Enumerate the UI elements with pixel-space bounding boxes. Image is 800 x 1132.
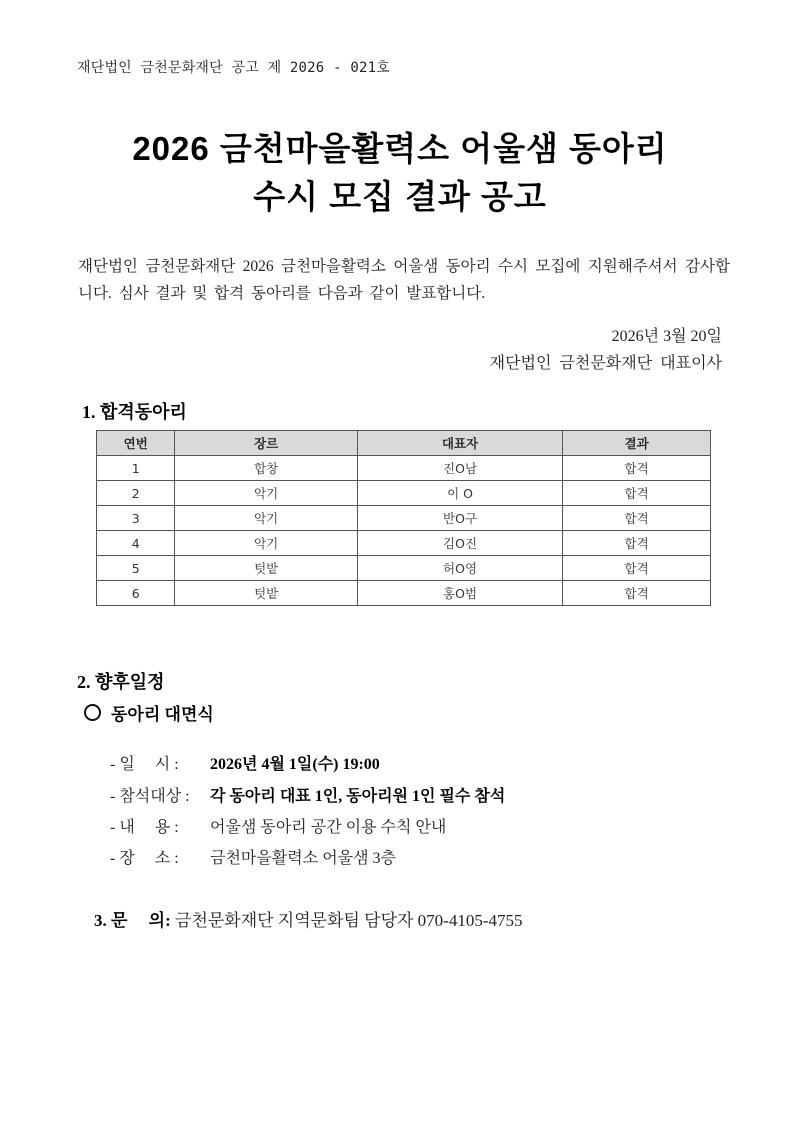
cell-genre: 악기: [175, 506, 357, 531]
cell-genre: 텃밭: [175, 581, 357, 606]
results-table: [96, 430, 711, 606]
table-row: [97, 531, 711, 556]
cell-no: 2: [97, 481, 175, 506]
item-value: 어울샘 동아리 공간 이용 수칙 안내: [210, 819, 447, 836]
issue-date: 2026년 3월 20일: [611, 328, 722, 345]
intro-paragraph: 재단법인 금천문화재단 2026 금천마을활력소 어울샘 동아리 수시 모집에 지원해주셔서 감사합니다. 심사 결과 및 합격 동아리를 다음과 같이 발표합니다.: [78, 258, 730, 302]
item-value: 각 동아리 대표 1인, 동아리원 1인 필수 참석: [210, 788, 506, 805]
page-title-line2: 수시 모집 결과 공고: [253, 178, 547, 215]
contact-value: 금천문화재단 지역문화팀 담당자 070-4105-4755: [170, 911, 523, 930]
schedule-item-location: [94, 827, 396, 886]
section-heading-schedule: 2. 향후일정: [77, 672, 165, 692]
table-row: [97, 556, 711, 581]
cell-genre: 합창: [175, 456, 357, 481]
cell-representative: 이 O: [357, 481, 562, 506]
column-header-genre: 장르: [175, 431, 357, 456]
table-row: [97, 581, 711, 606]
cell-result: 합격: [563, 581, 711, 606]
issuer: 재단법인 금천문화재단 대표이사: [489, 355, 722, 372]
table-row: [97, 456, 711, 481]
cell-result: 합격: [563, 456, 711, 481]
cell-genre: 텃밭: [175, 556, 357, 581]
circle-bullet-icon: [84, 704, 101, 721]
cell-representative: 반O구: [357, 506, 562, 531]
cell-no: 1: [97, 456, 175, 481]
cell-result: 합격: [563, 531, 711, 556]
item-value: 금천마을활력소 어울샘 3층: [210, 850, 397, 867]
column-header-representative: 대표자: [357, 431, 562, 456]
cell-result: 합격: [563, 506, 711, 531]
subheading-text: 동아리 대면식: [111, 705, 214, 724]
cell-representative: 김O진: [357, 531, 562, 556]
cell-result: 합격: [563, 556, 711, 581]
item-label: - 장 소 :: [110, 850, 183, 867]
table-header-row: [97, 431, 711, 456]
cell-no: 6: [97, 581, 175, 606]
cell-genre: 악기: [175, 481, 357, 506]
table-row: [97, 481, 711, 506]
cell-genre: 악기: [175, 531, 357, 556]
item-value: 2026년 4월 1일(수) 19:00: [210, 756, 380, 773]
cell-no: 4: [97, 531, 175, 556]
cell-no: 5: [97, 556, 175, 581]
column-header-no: 연번: [97, 431, 175, 456]
item-label: - 일 시 :: [110, 756, 183, 773]
section-heading-accepted-clubs: 1. 합격동아리: [82, 402, 187, 422]
page-title-line1: 2026 금천마을활력소 어울샘 동아리: [132, 130, 668, 167]
column-header-result: 결과: [563, 431, 711, 456]
notice-number: 재단법인 금천문화재단 공고 제 2026 - 021호: [77, 60, 390, 76]
cell-result: 합격: [563, 481, 711, 506]
item-label: - 내 용 :: [110, 819, 183, 836]
cell-no: 3: [97, 506, 175, 531]
subheading-orientation: [84, 700, 214, 725]
table-row: [97, 506, 711, 531]
cell-representative: 진O남: [357, 456, 562, 481]
item-label: - 참석대상 :: [110, 788, 194, 805]
contact-line: [77, 886, 523, 951]
cell-representative: 허O영: [357, 556, 562, 581]
cell-representative: 홍O범: [357, 581, 562, 606]
contact-heading: 3. 문 의:: [94, 911, 171, 930]
